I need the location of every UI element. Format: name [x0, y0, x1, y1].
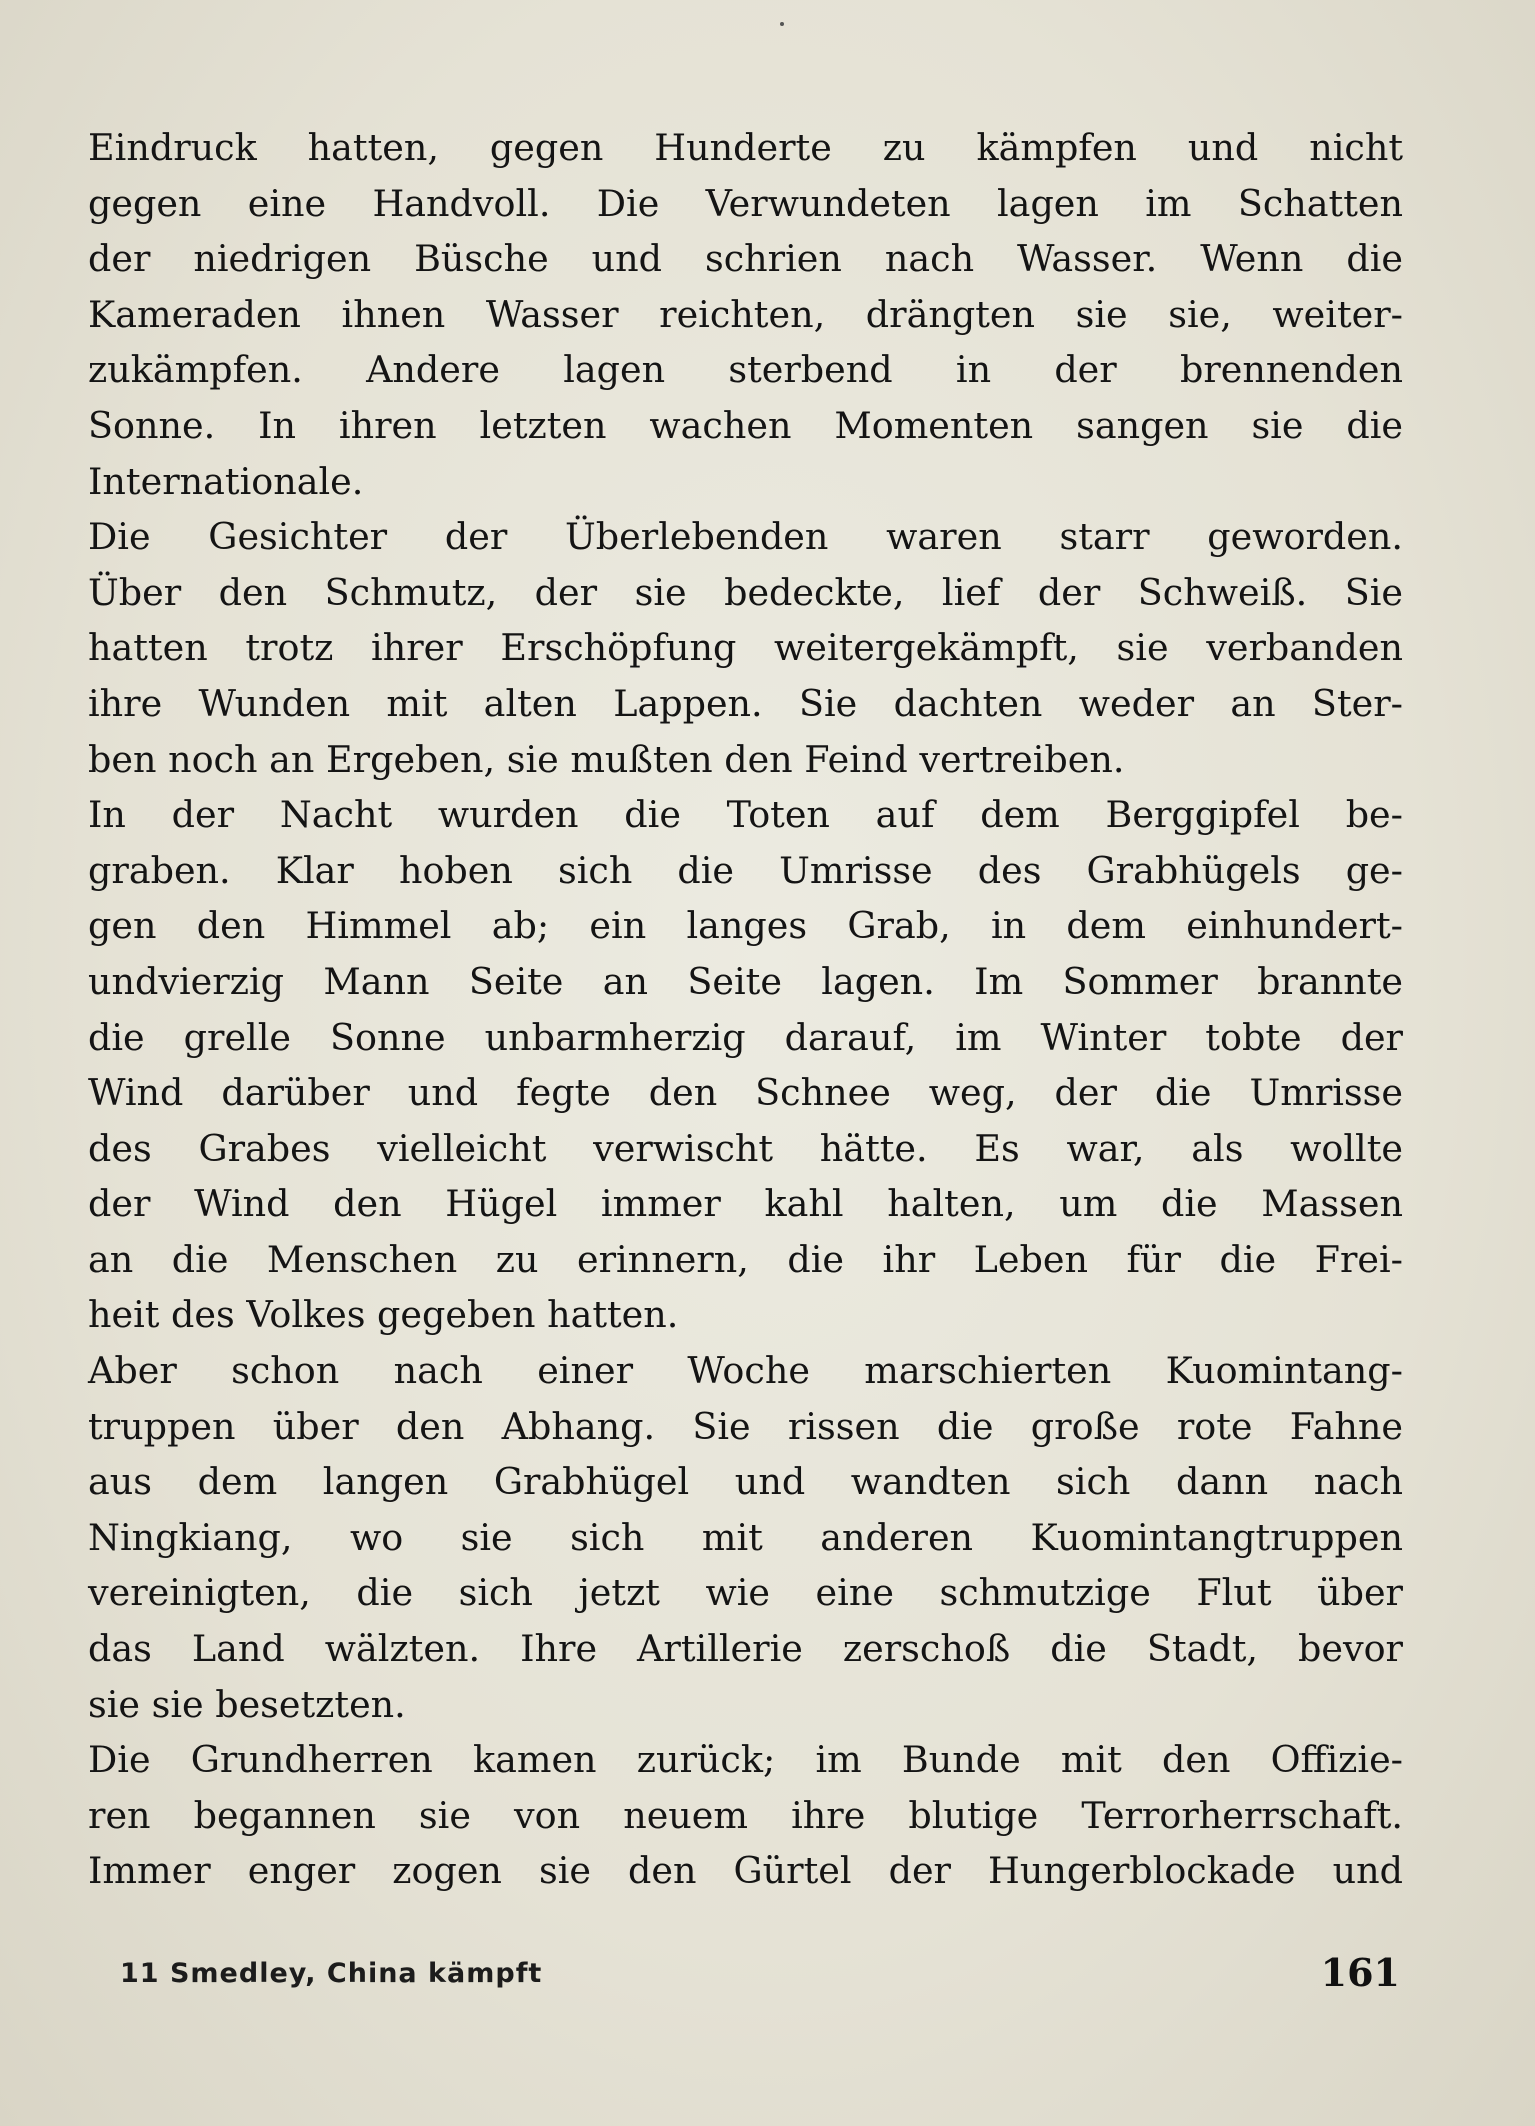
body-text [88, 120, 1403, 1899]
text-line: truppen über den Abhang. Sie rissen die große rote Fahne [88, 1404, 1403, 1448]
text-line: Wind darüber und fegte den Schnee weg, der die Umrisse [88, 1071, 1403, 1115]
text-line: Die Gesichter der Überlebenden waren starr geworden. [88, 515, 1403, 559]
text-line: undvierzig Mann Seite an Seite lagen. Im Sommer brannte [88, 959, 1403, 1003]
text-line: das Land wälzten. Ihre Artillerie zerschoß die Stadt, bevor [88, 1627, 1403, 1671]
text-line: aus dem langen Grabhügel und wandten sich dann nach [88, 1460, 1403, 1504]
text-line: sie sie besetzten. [88, 1682, 406, 1726]
text-line: ben noch an Ergeben, sie mußten den Feind vertreiben. [88, 737, 1125, 781]
paper-speck [780, 22, 784, 26]
text-line: Über den Schmutz, der sie bedeckte, lief der Schweiß. Sie [88, 570, 1403, 614]
text-line: an die Menschen zu erinnern, die ihr Leben für die Frei- [88, 1237, 1403, 1281]
text-line: Aber schon nach einer Woche marschierten Kuomintang- [88, 1349, 1403, 1393]
text-line: Immer enger zogen sie den Gürtel der Hungerblockade und [88, 1849, 1403, 1893]
text-line: gen den Himmel ab; ein langes Grab, in dem einhundert- [88, 904, 1403, 948]
text-line: der Wind den Hügel immer kahl halten, um die Massen [88, 1182, 1403, 1226]
text-line: In der Nacht wurden die Toten auf dem Berggipfel be- [88, 793, 1403, 837]
text-line: Eindruck hatten, gegen Hunderte zu kämpfen und nicht [88, 126, 1403, 169]
text-line: Kameraden ihnen Wasser reichten, drängten sie sie, weiter- [88, 292, 1403, 336]
text-line: gegen eine Handvoll. Die Verwundeten lagen im Schatten [88, 181, 1403, 225]
text-line: zukämpfen. Andere lagen sterbend in der brennenden [88, 348, 1403, 392]
text-line: Die Grundherren kamen zurück; im Bunde mit den Offizie- [88, 1738, 1403, 1782]
page-number: 161 [1320, 1950, 1400, 1995]
text-line: ren begannen sie von neuem ihre blutige Terrorherrschaft. [88, 1793, 1403, 1837]
text-line: graben. Klar hoben sich die Umrisse des Grabhügels ge- [88, 848, 1403, 892]
footer-signature: 11 Smedley, China kämpft [120, 1958, 543, 1989]
text-line: ihre Wunden mit alten Lappen. Sie dachten weder an Ster- [88, 681, 1403, 725]
text-line: Sonne. In ihren letzten wachen Momenten sangen sie die [88, 403, 1403, 447]
text-line: hatten trotz ihrer Erschöpfung weitergekämpft, sie verbanden [88, 626, 1403, 670]
text-line: Internationale. [88, 459, 364, 503]
text-line: der niedrigen Büsche und schrien nach Wasser. Wenn die [88, 237, 1403, 281]
text-line: Ningkiang, wo sie sich mit anderen Kuomintangtruppen [88, 1515, 1403, 1559]
text-line: heit des Volkes gegeben hatten. [88, 1293, 679, 1337]
text-line: des Grabes vielleicht verwischt hätte. Es war, als wollte [88, 1126, 1403, 1170]
text-line: die grelle Sonne unbarmherzig darauf, im Winter tobte der [88, 1015, 1403, 1059]
text-line: vereinigten, die sich jetzt wie eine schmutzige Flut über [88, 1571, 1403, 1615]
